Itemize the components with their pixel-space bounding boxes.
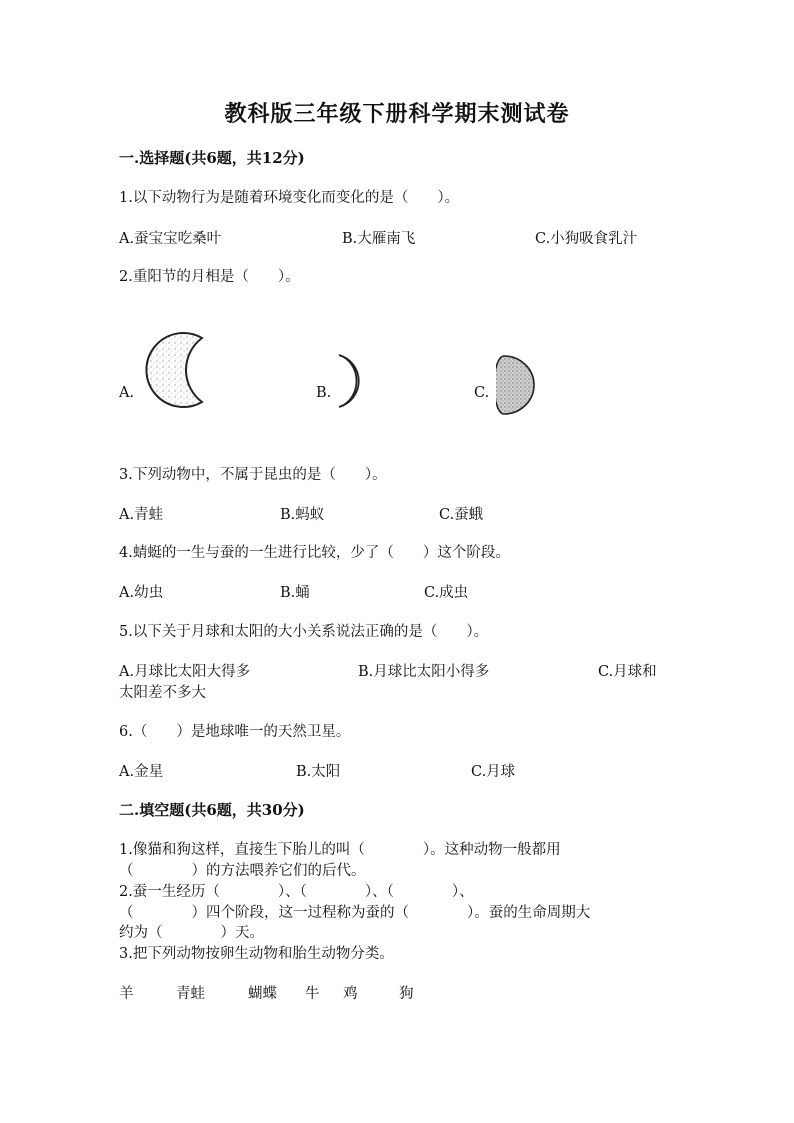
- q3-option-a: A.青蛙: [119, 507, 164, 523]
- q6-option-c: C.月球: [471, 764, 516, 780]
- q1-option-a: A.蚕宝宝吃桑叶: [119, 231, 222, 247]
- moon-gibbous-image: [138, 330, 216, 410]
- q3-text: 3.下列动物中，不属于昆虫的是（ ）。: [119, 467, 387, 483]
- q2-option-b: B.: [316, 385, 332, 401]
- q6-option-b: B.太阳: [296, 764, 341, 780]
- q6-text: 6.（ ）是地球唯一的天然卫星。: [119, 724, 351, 740]
- q1-option-b: B.大雁南飞: [342, 231, 416, 247]
- q4-text: 4.蜻蜓的一生与蚕的一生进行比较，少了（ ）这个阶段。: [119, 545, 510, 561]
- fill-q1-line2: （ ）的方法喂养它们的后代。: [119, 863, 366, 879]
- q6-option-a: A.金星: [119, 764, 164, 780]
- q5-option-c-continued: 太阳差不多大: [119, 685, 206, 701]
- animal-item: 蝴蝶: [248, 986, 277, 1002]
- fill-q2-line3: 约为（ ）天。: [119, 925, 264, 941]
- animal-item: 牛: [305, 986, 320, 1002]
- page-title: 教科版三年级下册科学期末测试卷: [224, 101, 570, 127]
- fill-q1-line1: 1.像猫和狗这样，直接生下胎儿的叫（ ）。这种动物一般都用: [119, 842, 561, 858]
- q5-option-c: C.月球和: [598, 664, 657, 680]
- animal-item: 狗: [399, 986, 414, 1002]
- moon-half-image: [496, 354, 538, 416]
- q4-option-a: A.幼虫: [119, 585, 164, 601]
- q1-text: 1.以下动物行为是随着环境变化而变化的是（ ）。: [119, 190, 460, 206]
- section2-heading: 二.填空题(共6题，共30分): [119, 801, 305, 819]
- q4-option-b: B.蛹: [280, 585, 310, 601]
- q5-option-b: B.月球比太阳小得多: [358, 664, 490, 680]
- q2-option-c: C.: [474, 385, 490, 401]
- q2-option-a: A.: [119, 385, 135, 401]
- q2-text: 2.重阳节的月相是（ ）。: [119, 269, 300, 285]
- q5-text: 5.以下关于月球和太阳的大小关系说法正确的是（ ）。: [119, 624, 489, 640]
- q1-option-c: C.小狗吸食乳汁: [535, 231, 638, 247]
- fill-q3-text: 3.把下列动物按卵生动物和胎生动物分类。: [119, 946, 394, 962]
- animal-item: 羊: [119, 986, 134, 1002]
- q5-option-a: A.月球比太阳大得多: [119, 664, 251, 680]
- q3-option-b: B.蚂蚁: [280, 507, 325, 523]
- animal-item: 青蛙: [176, 986, 205, 1002]
- fill-q2-line1: 2.蚕一生经历（ ）、（ ）、（ ）、: [119, 884, 474, 900]
- moon-crescent-image: [333, 352, 367, 410]
- q4-option-c: C.成虫: [424, 585, 469, 601]
- q3-option-c: C.蚕蛾: [439, 507, 484, 523]
- fill-q2-line2: （ ）四个阶段，这一过程称为蚕的（ ）。蚕的生命周期大: [119, 905, 591, 921]
- section1-heading: 一.选择题(共6题，共12分): [119, 149, 305, 167]
- animal-item: 鸡: [343, 986, 358, 1002]
